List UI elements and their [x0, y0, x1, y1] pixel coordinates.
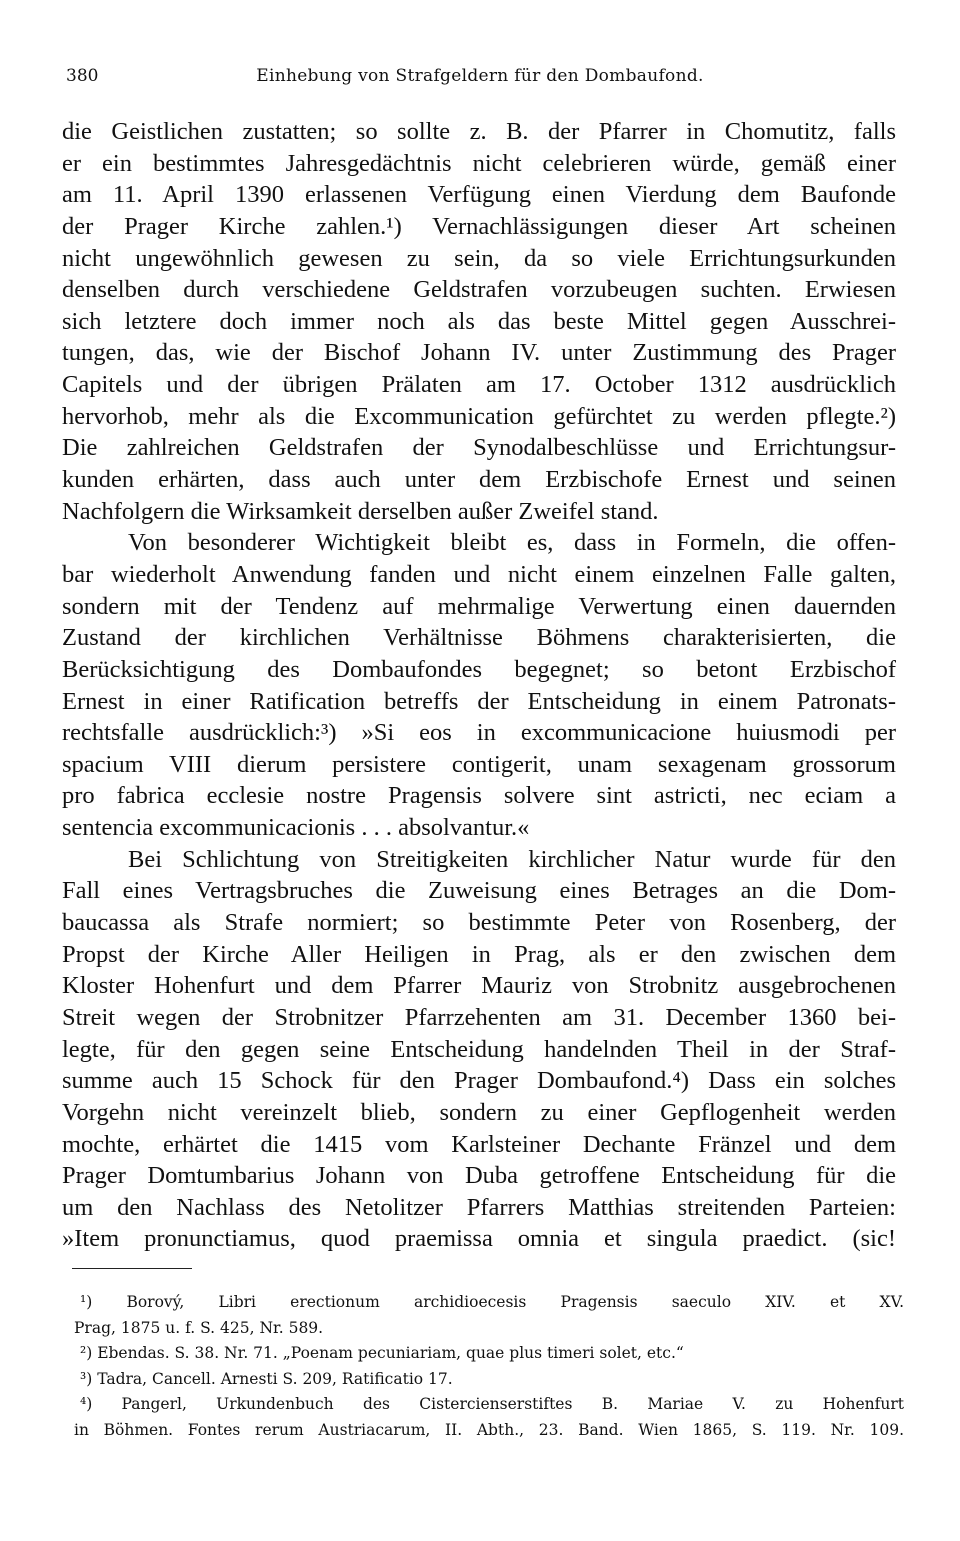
- paragraph-start-line: Bei Schlichtung von Streitigkeiten kirchlicher Natur wurde für den: [128, 845, 896, 873]
- text-line: spacium VIII dierum persistere contigerit, unam sexagenam grossorum: [62, 750, 896, 778]
- text-line: am 11. April 1390 erlassenen Verfügung einen Vierdung dem Baufonde: [62, 181, 896, 209]
- footnote-1-continued: Prag, 1875 u. f. S. 425, Nr. 589.: [74, 1318, 324, 1337]
- footnote-divider: [72, 1268, 192, 1269]
- paragraph-end-line: Nachfolgern die Wirksamkeit derselben außer Zweifel stand.: [62, 497, 659, 525]
- text-line: Propst der Kirche Aller Heiligen in Prag, als er den zwischen dem: [62, 940, 896, 968]
- text-line: die Geistlichen zustatten; so sollte z. B. der Pfarrer in Chomutitz, falls: [62, 118, 896, 145]
- text-line: bar wiederholt Anwendung fanden und nicht einem einzelnen Falle galten,: [62, 560, 896, 588]
- text-line: Prager Domtumbarius Johann von Duba getroffene Entscheidung für die: [62, 1162, 896, 1190]
- footnote-1: ¹) Borový, Libri erectionum archidioecesis Pragensis saeculo XIV. et XV.: [80, 1293, 904, 1311]
- text-line: sondern mit der Tendenz auf mehrmalige Verwertung einen dauernden: [62, 592, 896, 620]
- text-line: Fall eines Vertragsbruches die Zuweisung eines Betrages an die Dom-: [62, 877, 896, 905]
- text-line: sich letztere doch immer noch als das beste Mittel gegen Ausschrei-: [62, 307, 896, 335]
- footnote-3: ³) Tadra, Cancell. Arnesti S. 209, Ratificatio 17.: [80, 1369, 453, 1388]
- text-line: Kloster Hohenfurt und dem Pfarrer Mauriz von Strobnitz ausgebrochenen: [62, 972, 896, 1000]
- footnote-4-continued: in Böhmen. Fontes rerum Austriacarum, II. Abth., 23. Band. Wien 1865, S. 119. Nr. 109.: [74, 1420, 904, 1439]
- text-line: Die zahlreichen Geldstrafen der Synodalbeschlüsse und Errichtungsur-: [62, 434, 896, 462]
- paragraph-start-line: Von besonderer Wichtigkeit bleibt es, dass in Formeln, die offen-: [128, 529, 896, 557]
- text-line: mochte, erhärtet die 1415 vom Karlsteiner Dechante Fränzel und dem: [62, 1130, 896, 1158]
- text-line: der Prager Kirche zahlen.¹) Vernachlässigungen dieser Art scheinen: [62, 212, 896, 240]
- text-line: um den Nachlass des Netolitzer Pfarrers Matthias streitenden Parteien:: [62, 1193, 896, 1221]
- footnote-4: ⁴) Pangerl, Urkundenbuch des Cistercienserstiftes B. Mariae V. zu Hohenfurt: [80, 1395, 904, 1414]
- paragraph-end-line: sentencia excommunicacionis . . . absolvantur.«: [62, 814, 530, 842]
- text-line: Ernest in einer Ratification betreffs der Entscheidung in einem Patronats-: [62, 687, 896, 715]
- footnote-2: ²) Ebendas. S. 38. Nr. 71. „Poenam pecuniariam, quae plus timeri solet, etc.“: [80, 1344, 684, 1363]
- footnotes: [74, 1290, 904, 1444]
- text-line: er ein bestimmtes Jahresgedächtnis nicht celebrieren würde, gemäß einer: [62, 149, 896, 177]
- text-line: Capitels und der übrigen Prälaten am 17. October 1312 ausdrücklich: [62, 371, 896, 399]
- text-line: »Item pronunctiamus, quod praemissa omnia et singula praedict. (sic!: [62, 1225, 896, 1253]
- text-line: legte, für den gegen seine Entscheidung handelnden Theil in der Straf-: [62, 1035, 896, 1063]
- text-line: kunden erhärten, dass auch unter dem Erzbischofe Ernest und seinen: [62, 466, 896, 494]
- text-line: nicht ungewöhnlich gewesen zu sein, da so viele Errichtungsurkunden: [62, 244, 896, 272]
- text-line: Streit wegen der Strobnitzer Pfarrzehenten am 31. December 1360 bei-: [62, 1003, 896, 1031]
- text-line: tungen, das, wie der Bischof Johann IV. unter Zustimmung des Prager: [62, 339, 896, 367]
- body-text: [62, 116, 896, 1255]
- text-line: summe auch 15 Schock für den Prager Dombaufond.⁴) Dass ein solches: [62, 1067, 896, 1095]
- text-line: baucassa als Strafe normiert; so bestimmte Peter von Rosenberg, der: [62, 909, 896, 937]
- text-line: pro fabrica ecclesie nostre Pragensis solvere sint astricti, nec eciam a: [62, 782, 896, 810]
- running-title: Einhebung von Strafgeldern für den Dombaufond.: [256, 66, 704, 86]
- text-line: denselben durch verschiedene Geldstrafen vorzubeugen suchten. Erwiesen: [62, 276, 896, 304]
- text-line: Berücksichtigung des Dombaufondes begegnet; so betont Erzbischof: [62, 655, 896, 683]
- text-line: rechtsfalle ausdrücklich:³) »Si eos in excommunicacione huiusmodi per: [62, 719, 896, 747]
- text-line: Zustand der kirchlichen Verhältnisse Böhmens charakterisierten, die: [62, 624, 896, 652]
- page-header: [66, 66, 894, 92]
- text-line: Vorgehn nicht vereinzelt blieb, sondern zu einer Gepflogenheit werden: [62, 1098, 896, 1126]
- page-number: 380: [66, 66, 99, 86]
- text-line: hervorhob, mehr als die Excommunication gefürchtet zu werden pflegte.²): [62, 402, 896, 430]
